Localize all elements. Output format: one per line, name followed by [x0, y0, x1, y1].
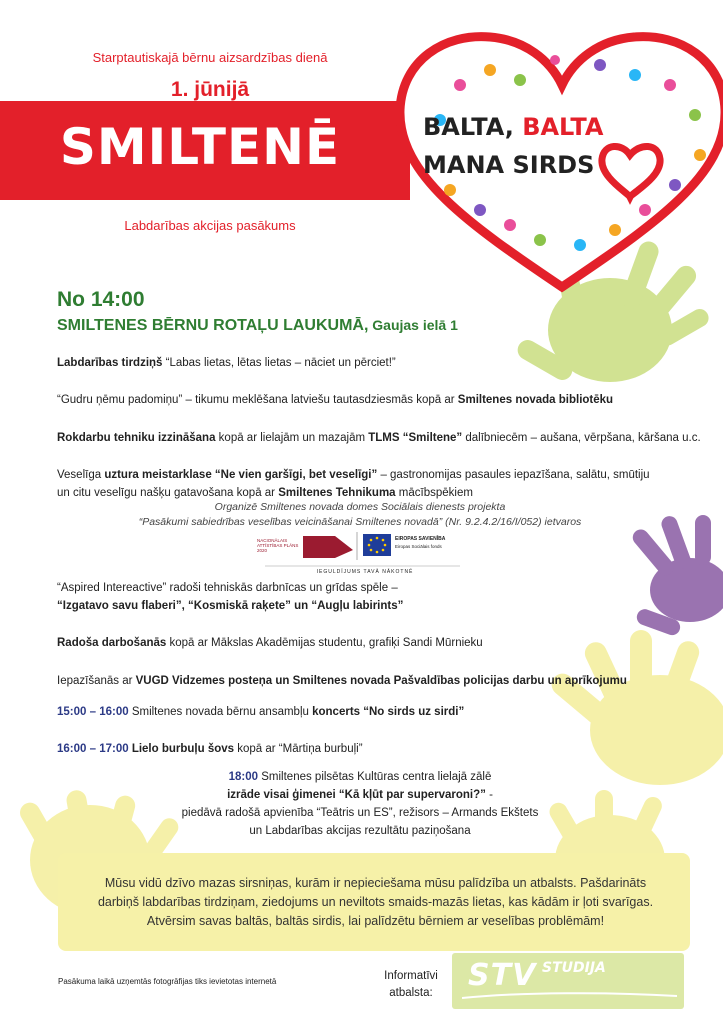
eu-logo-text: EIROPAS SAVIENĪBA	[395, 536, 446, 542]
studija-logo-text: STUDIJA	[542, 960, 606, 976]
heart-text-balta2: BALTA	[522, 113, 604, 141]
charity-label: Labdarības akcijas pasākums	[124, 218, 296, 233]
schedule-show-time: 18:00 Smiltenes pilsētas Kultūras centra lielajā zālē	[228, 771, 492, 783]
activity-nutrition: Veselīga uztura meistarklase “Ne vien garšīgi, bet veselīgi” – gastronomijas pasaules iepazīšana, salātu, smūtiju	[57, 469, 650, 481]
stv-logo-text: STV	[468, 958, 537, 993]
city-title: SMILTENĒ	[59, 118, 341, 176]
schedule-show-title: izrāde visai ģimenei “Kā kļūt par supervaroni?” -	[227, 789, 493, 801]
organizer-line1: Organizē Smiltenes novada domes Sociālais dienests projekta	[214, 501, 506, 513]
event-place: SMILTENES BĒRNU ROTAĻU LAUKUMĀ, Gaujas ielā 1	[57, 317, 458, 334]
appeal-line1: Mūsu vidū dzīvo mazas sirsniņas, kurām ir nepieciešama mūsu palīdzība un atbalsts. Pašdarināts	[104, 876, 647, 890]
photo-notice: Pasākuma laikā uzņemtās fotogrāfijas tiks ievietotas internetā	[58, 977, 277, 986]
schedule-show-results: un Labdarības akcijas rezultātu paziņošana	[249, 825, 471, 837]
svg-text:BALTA, BALTA	[423, 113, 604, 141]
activity-crafts: Rokdarbu tehniku izzināšana kopā ar lielajām un mazajām TLMS “Smiltene” dalībniecēm – aušana, vērpšana, kāršana u.c.	[57, 432, 701, 444]
nap-logo-text: NACIONĀLAIS ATTĪSTĪBAS PLĀNS 2020	[257, 538, 299, 553]
event-subtitle: Starptautiskajā bērnu aizsardzības dienā	[92, 50, 328, 65]
activity-workshops: “Aspired Intereactive” radoši tehniskās darbnīcas un grīdas spēle –	[57, 582, 398, 594]
appeal-line3: Atvērsim savas baltās, baltās sirdis, lai palīdzētu bērniem ar veselības problēmām!	[146, 914, 605, 928]
esf-logo-text: Eiropas Sociālais fonds	[395, 544, 442, 549]
activity-workshops-titles: “Izgatavo savu flaberi”, “Kosmiskā raķete” un “Augļu labirints”	[57, 600, 404, 612]
organizer-line2: “Pasākumi sabiedrības veselības veicināšanai Smiltenes novadā” (Nr. 9.2.4.2/16/I/052) ietvaros	[138, 516, 582, 528]
stv-swoosh-icon	[462, 992, 677, 1000]
slogan-text: IEGULDĪJUMS TAVĀ NĀKOTNĒ	[316, 569, 414, 575]
event-date: 1. jūnijā	[170, 78, 250, 101]
appeal-line2: darbiņš labdarības tirdziņam, ziedojums un neviltots smaids-mazās lietas, kas kādām ir ļoti svarīgas.	[97, 895, 654, 909]
start-time: No 14:00	[57, 288, 145, 311]
activity-art: Radoša darbošanās kopā ar Mākslas Akadēmijas studentu, grafiķi Sandi Mūrnieku	[57, 637, 483, 649]
heart-logo	[390, 25, 723, 295]
activity-rescue: Iepazīšanās ar VUGD Vidzemes posteņa un Smiltenes novada Pašvaldības policijas darbu un aprīkojumu	[57, 675, 627, 687]
funding-logos	[255, 528, 470, 580]
info-support-label: Informatīvi atbalsta:	[384, 970, 438, 999]
schedule-bubbles: 16:00 – 17:00 Lielo burbuļu šovs kopā ar “Mārtiņa burbuļi”	[57, 743, 363, 755]
purple-hand-icon	[630, 514, 723, 637]
activity-nutrition-cont: un citu veselīgu našķu gatavošana kopā ar Smiltenes Tehnikuma mācībspēkiem	[57, 487, 473, 499]
activity-market: Labdarības tirdziņš “Labas lietas, lētas lietas – nāciet un pērciet!”	[57, 357, 396, 369]
activity-library: “Gudru ņēmu padomiņu” – tikumu meklēšana latviešu tautasdziesmās kopā ar Smiltenes novada bibliotēku	[57, 394, 614, 406]
heart-text-mana-sirds: MANA SIRDS	[423, 151, 595, 179]
schedule-show-credits: piedāvā radošā apvienība “Teātris un ES”, režisors – Armands Ekštets	[181, 807, 539, 819]
schedule-concert: 15:00 – 16:00 Smiltenes novada bērnu ansambļu koncerts “No sirds uz sirdi”	[57, 706, 465, 718]
appeal-text	[68, 874, 683, 931]
heart-text-balta1: BALTA,	[423, 113, 523, 141]
